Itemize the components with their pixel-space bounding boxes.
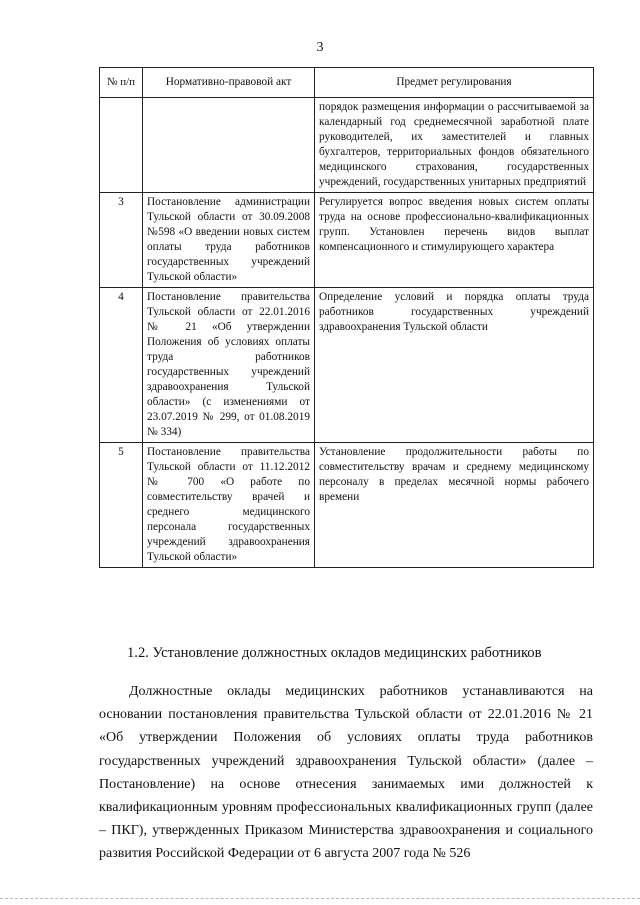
footer-divider: [0, 898, 640, 899]
body-paragraph: Должностные оклады медицинских работников устанавливаются на основании постановления правительства Тульской области от 22.01.2016 № 21 «Об утверждении Положения об условиях оплаты труда работников государственных учреждений здравоохранения Тульской области» (далее – Постановление) на основе отнесения занимаемых ими должностей к квалификационным уровням профессиональных квалификационных групп (далее – ПКГ), утвержденных Приказом Министерства здравоохранения и социального развития Российской Федерации от 6 августа 2007 года № 526: [99, 684, 593, 862]
page-number: 3: [316, 40, 324, 55]
row-subject: Установление продолжительности работы по совместительству врачам и среднему медицинскому персоналу в пределах месячной нормы рабочего времени: [315, 443, 594, 568]
table-header-row: [100, 68, 594, 98]
row-subject: Регулируется вопрос введения новых систем оплаты труда на основе профессионально-квалификационных групп. Установлен перечень видов выплат компенсационного и стимулирующего характера: [315, 193, 594, 288]
row-act: Постановление правительства Тульской области от 11.12.2012 № 700 «О работе по совместительству врачей и среднего медицинского персонала государственных учреждений здравоохранения Тульской области»: [143, 443, 315, 568]
row-act: Постановление администрации Тульской области от 30.09.2008 №598 «О введении новых систем оплаты труда работников государственных учреждений Тульской области»: [143, 193, 315, 288]
regulations-table: [99, 67, 594, 568]
row-num: 4: [100, 288, 143, 443]
row-act: [143, 98, 315, 193]
table-row: [100, 443, 594, 568]
section-title: 1.2. Установление должностных окладов медицинских работников: [127, 645, 542, 661]
row-num: 3: [100, 193, 143, 288]
header-subject: Предмет регулирования: [315, 68, 594, 98]
table-row: [100, 288, 594, 443]
row-subject: порядок размещения информации о рассчитываемой за календарный год среднемесячной заработной плате руководителей, их заместителей и главных бухгалтеров, территориальных фондов обязательного медицинского страхования, государственных учреждений, государственных унитарных предприятий: [315, 98, 594, 193]
header-num: № п/п: [100, 68, 143, 98]
row-num: [100, 98, 143, 193]
header-act: Нормативно-правовой акт: [143, 68, 315, 98]
row-subject: Определение условий и порядка оплаты труда работников государственных учреждений здравоохранения Тульской области: [315, 288, 594, 443]
table-row: [100, 98, 594, 193]
row-num: 5: [100, 443, 143, 568]
row-act: Постановление правительства Тульской области от 22.01.2016 № 21 «Об утверждении Положения об условиях оплаты труда работников государственных учреждений здравоохранения Тульской области» (с изменениями от 23.07.2019 № 299, от 01.08.2019 № 334): [143, 288, 315, 443]
table-row: [100, 193, 594, 288]
